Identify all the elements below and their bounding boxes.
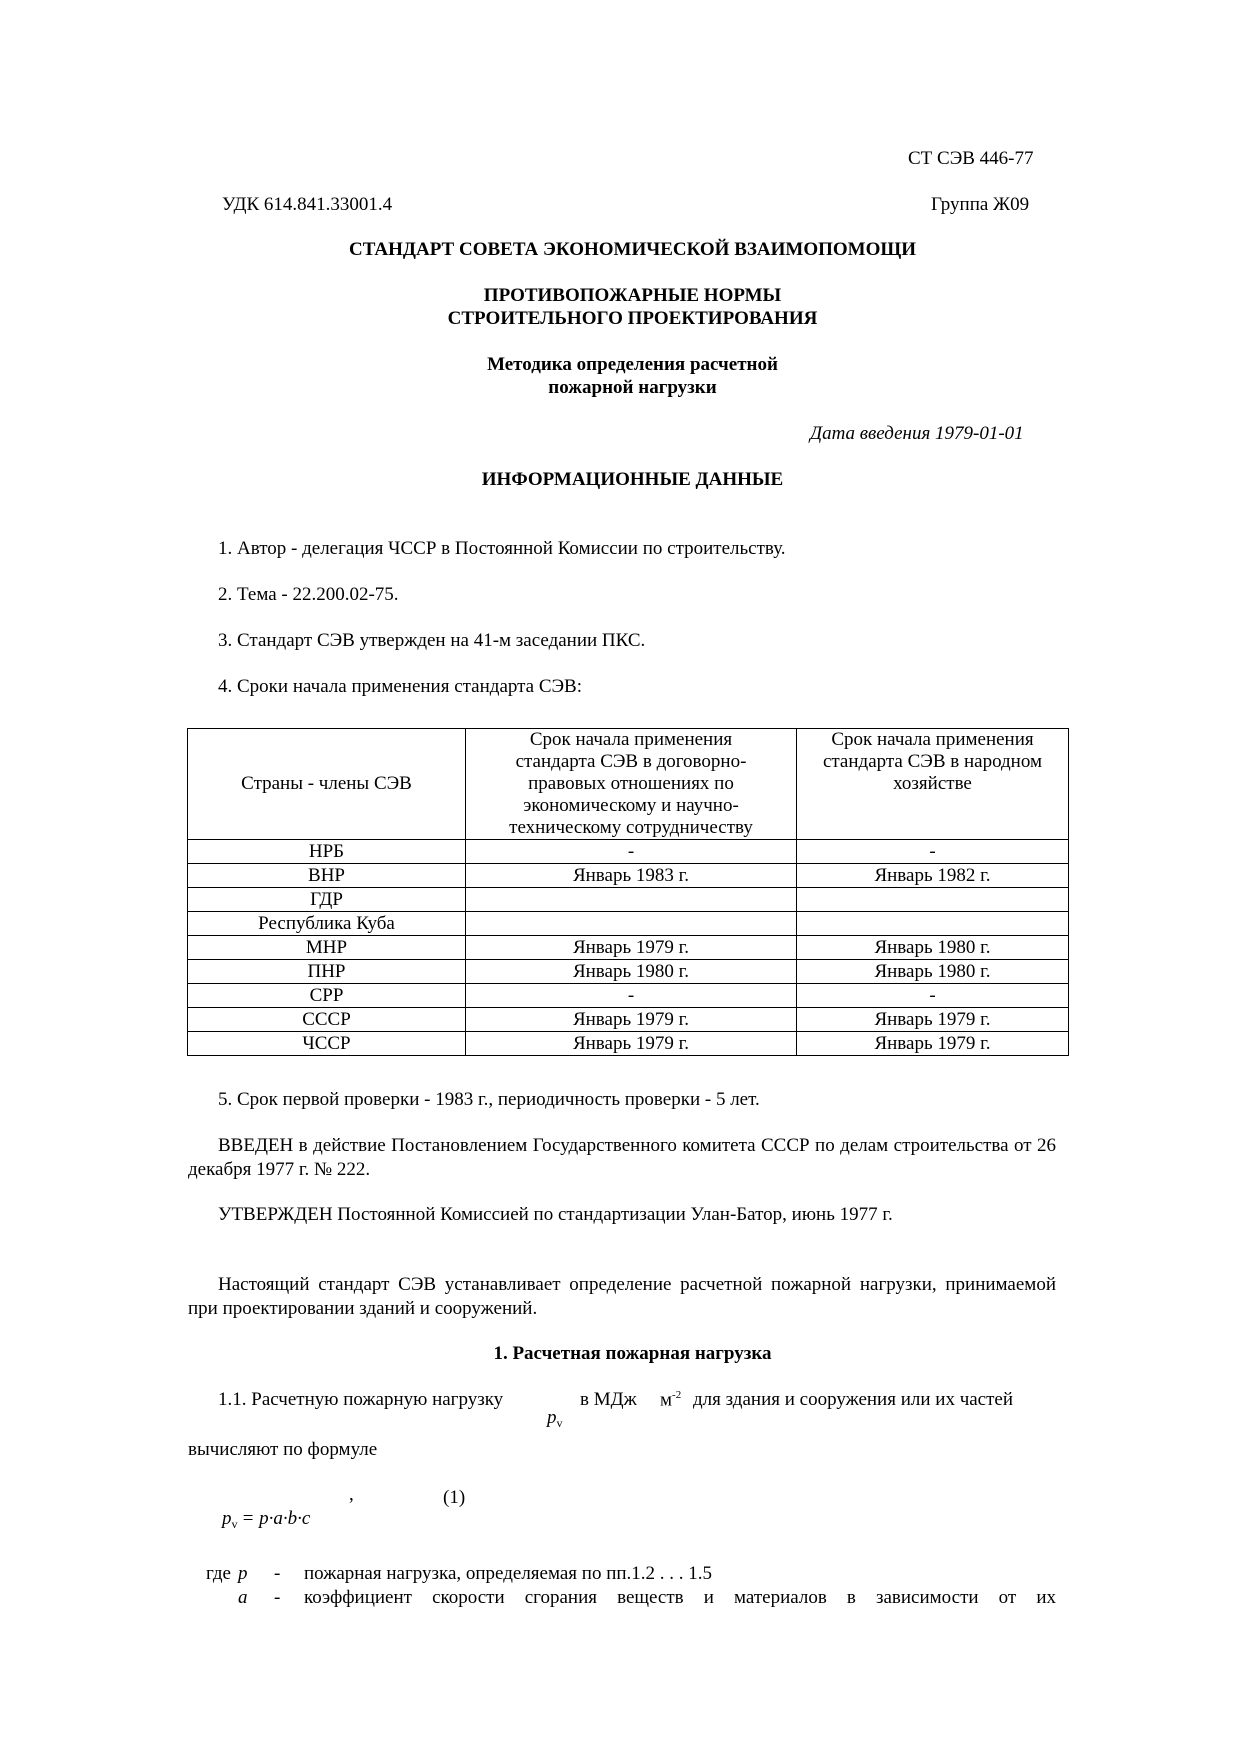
doc-subtitle-line2: пожарной нагрузки	[548, 377, 717, 398]
def-p-text: пожарная нагрузка, определяемая по пп.1.2 . . . 1.5	[304, 1563, 713, 1584]
cell-contract-date: Январь 1979 г.	[466, 936, 797, 960]
def-a-text: коэффициент скорости сгорания веществ и материалов в зависимости от их	[304, 1587, 1056, 1608]
info-item-1: 1. Автор - делегация ЧССР в Постоянной Комиссии по строительству.	[218, 538, 786, 559]
cell-contract-date	[466, 888, 797, 912]
info-item-5: 5. Срок первой проверки - 1983 г., периодичность проверки - 5 лет.	[218, 1089, 760, 1110]
cell-economy-date: Январь 1979 г.	[797, 1032, 1069, 1056]
p11-text-a: 1.1. Расчетную пожарную нагрузку	[218, 1389, 504, 1410]
p11-variable: $p_v$	[547, 1407, 563, 1430]
cell-contract-date	[466, 912, 797, 936]
cell-country: СРР	[188, 984, 466, 1008]
approved-paragraph: УТВЕРЖДЕН Постоянной Комиссией по стандартизации Улан-Батор, июнь 1977 г.	[218, 1204, 893, 1225]
cell-contract-date: Январь 1979 г.	[466, 1008, 797, 1032]
doc-title-line2: СТРОИТЕЛЬНОГО ПРОЕКТИРОВАНИЯ	[447, 308, 818, 329]
cell-contract-date: Январь 1979 г.	[466, 1032, 797, 1056]
introduction-date: Дата введения 1979-01-01	[810, 423, 1024, 444]
cell-country: МНР	[188, 936, 466, 960]
cell-country: Республика Куба	[188, 912, 466, 936]
cell-economy-date: -	[797, 984, 1069, 1008]
cell-contract-date: -	[466, 984, 797, 1008]
info-item-3: 3. Стандарт СЭВ утвержден на 41-м заседании ПКС.	[218, 630, 646, 651]
cell-country: ГДР	[188, 888, 466, 912]
info-item-4: 4. Сроки начала применения стандарта СЭВ:	[218, 676, 583, 697]
udk-code: УДК 614.841.33001.4	[222, 194, 393, 215]
info-heading: ИНФОРМАЦИОННЫЕ ДАННЫЕ	[481, 469, 784, 490]
cell-country: ПНР	[188, 960, 466, 984]
p11-text-b: в МДж	[580, 1389, 637, 1410]
table-row	[188, 912, 1069, 936]
table-header-row	[188, 729, 1069, 840]
where-label: где	[206, 1563, 231, 1584]
p11-text-c: для здания и сооружения или их частей	[693, 1389, 1014, 1410]
cell-contract-date: -	[466, 840, 797, 864]
introduced-paragraph: ВВЕДЕН в действие Постановлением Государственного комитета СССР по делам строительства от 26 декабря 1977 г. № 222.	[188, 1135, 1056, 1180]
cell-economy-date	[797, 912, 1069, 936]
formula-comma: ,	[349, 1484, 354, 1505]
cell-country: СССР	[188, 1008, 466, 1032]
cell-country: ВНР	[188, 864, 466, 888]
table-row	[188, 1008, 1069, 1032]
header-countries: Страны - члены СЭВ	[188, 729, 466, 840]
cell-contract-date: Январь 1980 г.	[466, 960, 797, 984]
table-row	[188, 888, 1069, 912]
cell-contract-date: Январь 1983 г.	[466, 864, 797, 888]
intro-paragraph: Настоящий стандарт СЭВ устанавливает определение расчетной пожарной нагрузки, принимаемой при проектировании зданий и сооружений.	[188, 1274, 1056, 1319]
org-title: СТАНДАРТ СОВЕТА ЭКОНОМИЧЕСКОЙ ВЗАИМОПОМОЩИ	[348, 239, 917, 260]
cell-economy-date: -	[797, 840, 1069, 864]
application-dates-table	[187, 728, 1069, 1056]
table-row	[188, 936, 1069, 960]
table-row	[188, 864, 1069, 888]
p11-text-d: вычисляют по формуле	[188, 1439, 378, 1460]
doc-title-line1: ПРОТИВОПОЖАРНЫЕ НОРМЫ	[483, 285, 782, 306]
table-row	[188, 960, 1069, 984]
formula-number: (1)	[443, 1487, 466, 1508]
cell-economy-date	[797, 888, 1069, 912]
cell-country: ЧССР	[188, 1032, 466, 1056]
formula: $p_v = p\cdot a\cdot b\cdot c$	[222, 1508, 311, 1531]
section-1-heading: 1. Расчетная пожарная нагрузка	[493, 1343, 772, 1364]
p11-unit: $м^{-2}$	[660, 1389, 682, 1411]
cell-economy-date: Январь 1979 г.	[797, 1008, 1069, 1032]
cell-economy-date: Январь 1980 г.	[797, 960, 1069, 984]
cell-economy-date: Январь 1980 г.	[797, 936, 1069, 960]
info-item-2: 2. Тема - 22.200.02-75.	[218, 584, 399, 605]
def-p-dash: -	[274, 1563, 281, 1584]
def-p-symbol: p	[238, 1563, 248, 1584]
header-economy-date: Срок начала применения стандарта СЭВ в народном хозяйстве	[797, 729, 1069, 840]
cell-economy-date: Январь 1982 г.	[797, 864, 1069, 888]
def-a-symbol: a	[238, 1587, 248, 1608]
table-row	[188, 984, 1069, 1008]
header-contract-date: Срок начала применения стандарта СЭВ в договорно-правовых отношениях по экономическому и научно-техническому сотрудничеству	[466, 729, 797, 840]
doc-subtitle-line1: Методика определения расчетной	[487, 354, 778, 375]
table-row	[188, 1032, 1069, 1056]
table-row	[188, 840, 1069, 864]
cell-country: НРБ	[188, 840, 466, 864]
group-code: Группа Ж09	[931, 194, 1030, 215]
def-a-dash: -	[274, 1587, 281, 1608]
standard-code: СТ СЭВ 446-77	[908, 148, 1034, 169]
